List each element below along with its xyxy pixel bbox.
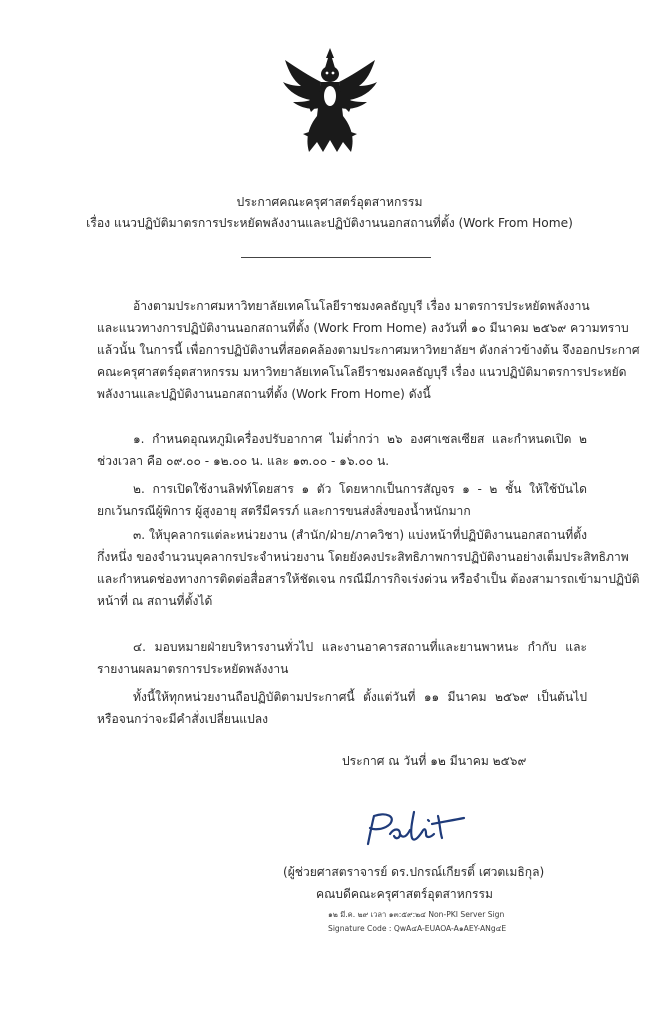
item-2-line: ๒. การเปิดใช้งานลิฟท์โดยสาร ๑ ตัว โดยหากเป็นการสัญจร ๑ - ๒ ชั้น ให้ใช้บันได <box>133 482 587 496</box>
item-1-line: ๑. กำหนดอุณหภูมิเครื่องปรับอากาศ ไม่ต่ำกว่า ๒๖ องศาเซลเซียส และกำหนดเปิด ๒ <box>133 432 587 446</box>
intro-paragraph <box>97 295 640 405</box>
item-2-line: ยกเว้นกรณีผู้พิการ ผู้สูงอายุ สตรีมีครรภ์ และการขนส่งสิ่งของน้ำหนักมาก <box>97 504 471 518</box>
announcement-subject: เรื่อง แนวปฏิบัติมาตรการประหยัดพลังงานและปฏิบัติงานนอกสถานที่ตั้ง (Work From Home) <box>86 216 573 230</box>
intro-line: แล้วนั้น ในการนี้ เพื่อการปฏิบัติงานที่สอดคล้องตามประกาศมหาวิทยาลัยฯ ดังกล่าวข้างต้น จึงออกประกาศ <box>97 343 640 357</box>
signer-position: คณบดีคณะครุศาสตร์อุตสาหกรรม <box>316 887 493 901</box>
item-3-line: กึ่งหนึ่ง ของจำนวนบุคลากรประจำหน่วยงาน โดยยังคงประสิทธิภาพการปฏิบัติงานอย่างเต็มประสิทธิภาพ <box>97 550 629 564</box>
item-3-line: ๓. ให้บุคลากรแต่ละหน่วยงาน (สำนัก/ฝ่าย/ภาควิชา) แบ่งหน้าที่ปฏิบัติงานนอกสถานที่ตั้ง <box>133 528 587 542</box>
handwritten-signature <box>356 808 468 850</box>
intro-line: คณะครุศาสตร์อุตสาหกรรม มหาวิทยาลัยเทคโนโลยีราชมงคลธัญบุรี เรื่อง แนวปฏิบัติมาตรการประหยัด <box>97 365 627 379</box>
signature-code: Signature Code : QwA๔A-EUAOA-A๑AEY-ANg๔E <box>328 924 507 933</box>
item-3-line: หน้าที่ ณ สถานที่ตั้งได้ <box>97 594 213 608</box>
garuda-emblem-icon <box>279 46 381 156</box>
item-1-paragraph <box>97 428 587 472</box>
item-4-line: รายงานผลมาตรการประหยัดพลังงาน <box>97 662 289 676</box>
item-1-line: ช่วงเวลา คือ ๐๙.๐๐ - ๑๒.๐๐ น. และ ๑๓.๐๐ - ๑๖.๐๐ น. <box>97 454 390 468</box>
item-3-line: และกำหนดช่องทางการติดต่อสื่อสารให้ชัดเจน กรณีมีภารกิจเร่งด่วน หรือจำเป็น ต้องสามารถเข้ามาปฏิบัติ <box>97 572 640 586</box>
intro-line: อ้างตามประกาศมหาวิทยาลัยเทคโนโลยีราชมงคลธัญบุรี เรื่อง มาตรการประหยัดพลังงาน <box>133 299 590 313</box>
intro-line: พลังงานและปฏิบัติงานนอกสถานที่ตั้ง (Work From Home) ดังนี้ <box>97 387 431 401</box>
item-3-paragraph <box>97 524 640 612</box>
closing-paragraph <box>97 686 587 730</box>
announcement-title: ประกาศคณะครุศาสตร์อุตสาหกรรม <box>236 195 423 209</box>
intro-line: และแนวทางการปฏิบัติงานนอกสถานที่ตั้ง (Work From Home) ลงวันที่ ๑๐ มีนาคม ๒๕๖๙ ความทราบ <box>97 321 629 335</box>
signer-name: (ผู้ช่วยศาสตราจารย์ ดร.ปกรณ์เกียรติ์ เศวตเมธิกุล) <box>283 865 545 879</box>
item-4-line: ๔. มอบหมายฝ่ายบริหารงานทั่วไป และงานอาคารสถานที่และยานพาหนะ กำกับ และ <box>133 640 587 654</box>
closing-line: ทั้งนี้ให้ทุกหน่วยงานถือปฏิบัติตามประกาศนี้ ตั้งแต่วันที่ ๑๑ มีนาคม ๒๕๖๙ เป็นต้นไป <box>133 690 587 704</box>
item-4-paragraph <box>97 636 587 680</box>
signature-timestamp: ๑๒ มี.ค. ๒๙ เวลา ๑๓:๕๙:๒๔ Non-PKI Server Sign <box>328 910 505 919</box>
announce-date: ประกาศ ณ วันที่ ๑๒ มีนาคม ๒๕๖๙ <box>342 754 527 768</box>
item-2-paragraph <box>97 478 587 522</box>
title-divider <box>241 257 431 258</box>
closing-line: หรือจนกว่าจะมีคำสั่งเปลี่ยนแปลง <box>97 712 269 726</box>
